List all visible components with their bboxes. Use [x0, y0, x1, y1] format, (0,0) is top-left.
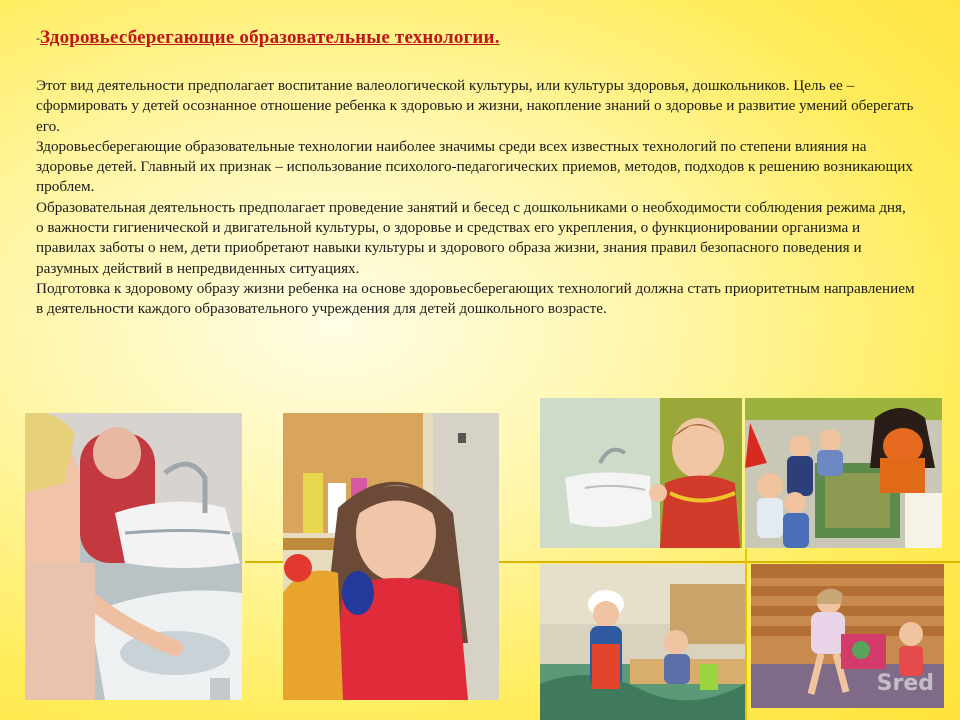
photo-girl-with-hairdryer — [283, 413, 499, 700]
paragraph-priority: Подготовка к здоровому образу жизни ребенка на основе здоровьесберегающих технологий должна стать приоритетным направлением в деятельности каждого образовательного учреждения для детей дошкольного возрасте. — [36, 279, 915, 318]
title-dash: - — [36, 31, 40, 45]
photo-kids-table-game — [745, 398, 942, 548]
photo-watermark: Sred — [876, 671, 934, 696]
slide-title: Здоровьесберегающие образовательные технологии. — [40, 27, 500, 48]
paragraph-significance: Здоровьесберегающие образовательные технологии наиболее значимы среди всех известных технологий по степени влияния на здоровье детей. Главный их признак – использование психолого-педагогических приемов, методов, подходов к решению возникающих проблем. — [36, 137, 913, 196]
decorative-vertical-rule — [745, 549, 747, 720]
slide-text-block — [36, 26, 916, 320]
photo-boy-at-sink — [540, 398, 742, 548]
photo-handwashing-girls — [25, 413, 242, 700]
paragraph-culture: Этот вид деятельности предполагает воспитание валеологической культуры, или культуры здоровья, дошкольников. Цель ее – сформировать у детей осознанное отношение ребенка к здоровью и жизни, накопление знаний о здоровье и развитие умений оберегать его. — [36, 77, 914, 135]
paragraph-activities: Образовательная деятельность предполагает проведение занятий и бесед с дошкольниками о необходимости соблюдения режима дня, о важности гигиенической и двигательной культуры, о здоровье и средствах его укрепления, о функционировании организма и правилах заботы о нем, дети приобретают навыки культуры и здорового образа жизни, знания правил безопасного поведения и разумных действий в непредвиденных ситуациях. — [36, 198, 906, 277]
photo-kids-playroom — [540, 564, 745, 720]
slide-title-line — [36, 26, 916, 50]
photo-girl-playing-floor — [751, 564, 944, 708]
